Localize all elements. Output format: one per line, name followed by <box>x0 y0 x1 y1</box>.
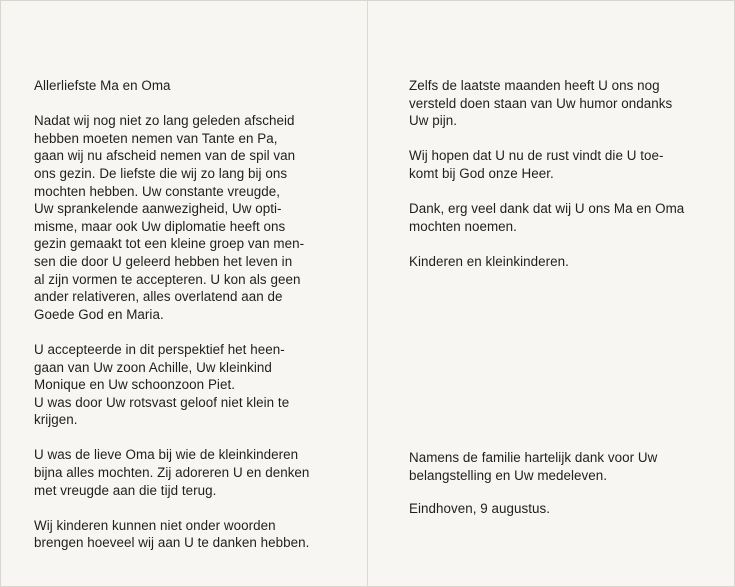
right-text-column <box>409 77 701 271</box>
thanks-text: Namens de familie hartelijk dank voor Uw belangstelling en Uw medeleven. <box>409 450 658 483</box>
left-paragraph-2: U accepteerde in dit perspektief het heen- gaan van Uw zoon Achille, Uw kleinkind Monique en Uw schoonzoon Piet. U was door Uw rotsvast geloof niet klein te krijgen. <box>34 341 290 428</box>
place-date: Eindhoven, 9 augustus. <box>409 501 551 517</box>
right-paragraph-2: Wij hopen dat U nu de rust vindt die U toe- komt bij God onze Heer. <box>409 148 664 181</box>
greeting: Allerliefste Ma en Oma <box>34 78 171 93</box>
right-paragraph-3: Dank, erg veel dank dat wij U ons Ma en Oma mochten noemen. <box>409 201 685 234</box>
signature-line: Kinderen en kleinkinderen. <box>409 253 569 269</box>
right-paragraph-1: Zelfs de laatste maanden heeft U ons nog versteld doen staan van Uw humor ondanks Uw pijn. <box>409 78 673 129</box>
left-paragraph-3: U was de lieve Oma bij wie de kleinkinderen bijna alles mochten. Zij adoreren U en denken met vreugde aan die tijd terug. <box>34 447 310 498</box>
right-closing-column <box>409 449 701 518</box>
left-paragraph-1: Nadat wij nog niet zo lang geleden afscheid hebben moeten nemen van Tante en Pa, gaan wij nu afscheid nemen van de spil van ons gezin. De liefste die wij zo lang bij ons mochten hebben. Uw constante vreugde, Uw sprankelende aanwezigheid, Uw opti- misme, maar ook Uw diplomatie heeft ons gezin gemaakt tot een kleine groep van men- sen die door U geleerd hebben het leven in al zijn vormen te accepteren. U kon als geen ander relativeren, alles overlatend aan de Goede God en Maria. <box>34 113 305 322</box>
fold-line <box>367 1 368 586</box>
left-text-column <box>34 77 330 552</box>
left-paragraph-4: Wij kinderen kunnen niet onder woorden brengen hoeveel wij aan U te danken hebben. <box>34 517 310 551</box>
